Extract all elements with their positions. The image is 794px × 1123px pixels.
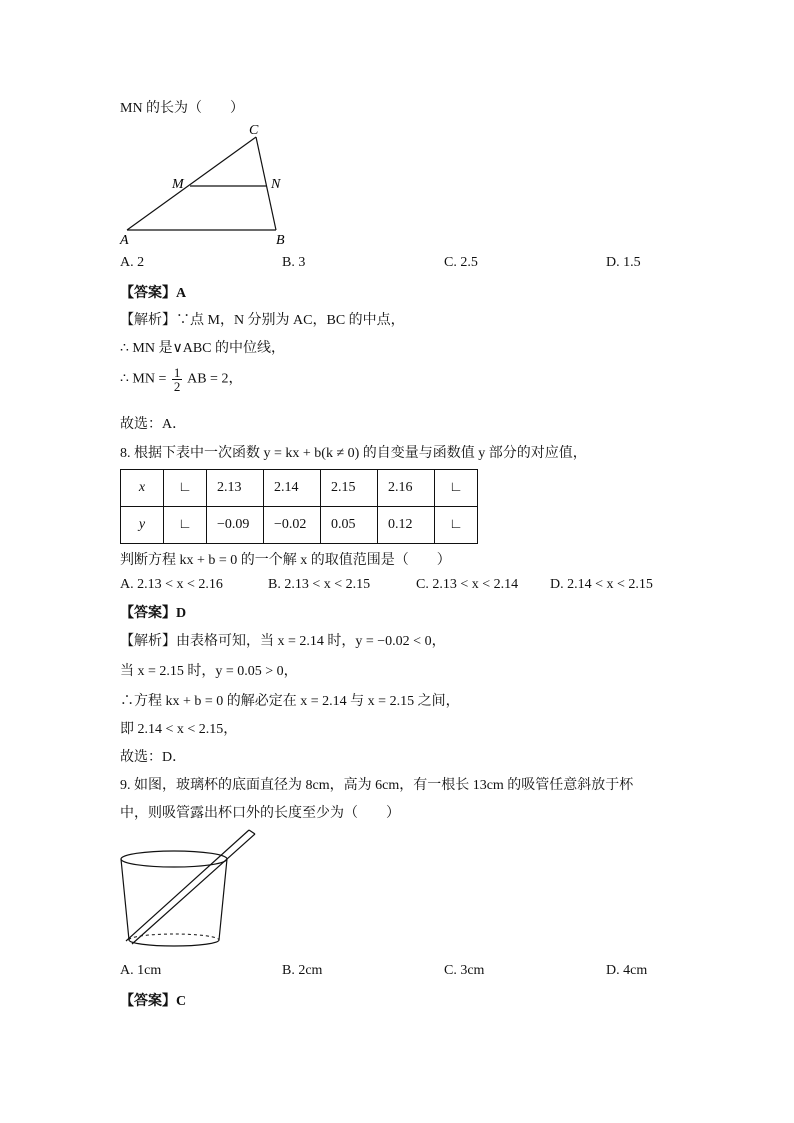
q7-stem-tail: MN 的长为（ ） <box>120 101 245 116</box>
mn-expression-right: AB = 2， <box>187 371 243 387</box>
q7-answer: 【答案】A <box>120 286 187 301</box>
q7-option-a[interactable]: A. 2 <box>120 255 145 270</box>
vertex-label-b: B <box>276 233 285 248</box>
table-cell: ∟ <box>164 507 207 544</box>
table-cell: ∟ <box>435 507 478 544</box>
value-table <box>120 469 478 544</box>
table-cell: ∟ <box>164 470 207 507</box>
q9-answer: 【答案】C <box>120 994 187 1009</box>
table-cell: 0.05 <box>321 507 378 544</box>
table-row <box>121 507 478 544</box>
q8-stem: 8. 根据下表中一次函数 y = kx + b(k ≠ 0) 的自变量与函数值 y 部分的对应值， <box>120 446 587 461</box>
q7-option-b[interactable]: B. 3 <box>282 255 306 270</box>
q8-analysis-line-4: 即 2.14 < x < 2.15， <box>120 722 238 737</box>
q8-analysis-line-1: 【解析】由表格可知，当 x = 2.14 时，y = −0.02 < 0， <box>120 634 446 649</box>
q9-option-d[interactable]: D. 4cm <box>606 963 648 978</box>
q9-stem-line-2: 中，则吸管露出杯口外的长度至少为（ ） <box>120 806 400 821</box>
q8-analysis-line-5: 故选：D． <box>120 750 187 765</box>
q8-option-b[interactable]: B. 2.13 < x < 2.15 <box>268 577 371 592</box>
table-cell: −0.09 <box>207 507 264 544</box>
fraction-denominator: 2 <box>173 379 181 394</box>
triangle-figure <box>110 118 310 252</box>
vertex-label-c: C <box>249 123 259 138</box>
q8-option-d[interactable]: D. 2.14 < x < 2.15 <box>550 577 653 592</box>
q7-option-d[interactable]: D. 1.5 <box>606 255 641 270</box>
table-row <box>121 470 478 507</box>
q7-analysis-line-4: 故选：A． <box>120 417 187 432</box>
q7-option-c[interactable]: C. 2.5 <box>444 255 478 270</box>
q9-stem-line-1: 9. 如图，玻璃杯的底面直径为 8cm，高为 6cm，有一根长 13cm 的吸管任意斜放于杯 <box>120 778 634 793</box>
fraction-numerator: 1 <box>173 365 181 380</box>
table-cell: 2.15 <box>321 470 378 507</box>
q8-analysis-line-3: ∴方程 kx + b = 0 的解必定在 x = 2.14 与 x = 2.15 之间， <box>120 694 460 709</box>
table-cell: x <box>121 470 164 507</box>
mn-expression-left: ∴ MN = <box>120 371 167 387</box>
vertex-label-m: M <box>172 177 184 192</box>
q7-analysis-line-3 <box>120 366 242 393</box>
q8-option-a[interactable]: A. 2.13 < x < 2.16 <box>120 577 223 592</box>
q7-analysis-line-2: ∴ MN 是∨ABC 的中位线， <box>120 341 285 356</box>
q8-option-c[interactable]: C. 2.13 < x < 2.14 <box>416 577 519 592</box>
vertex-label-a: A <box>120 233 129 248</box>
fraction-one-half <box>172 366 183 393</box>
table-cell: 2.14 <box>264 470 321 507</box>
table-cell: 2.16 <box>378 470 435 507</box>
vertex-label-n: N <box>271 177 281 192</box>
q8-answer: 【答案】D <box>120 606 187 621</box>
table-cell: ∟ <box>435 470 478 507</box>
table-cell: −0.02 <box>264 507 321 544</box>
table-cell: 0.12 <box>378 507 435 544</box>
table-cell: y <box>121 507 164 544</box>
q9-option-c[interactable]: C. 3cm <box>444 963 485 978</box>
q9-option-b[interactable]: B. 2cm <box>282 963 323 978</box>
q7-analysis-line-1: 【解析】∵点 M，N 分别为 AC，BC 的中点， <box>120 313 405 328</box>
glass-with-straw-figure <box>112 822 262 956</box>
q8-question: 判断方程 kx + b = 0 的一个解 x 的取值范围是（ ） <box>120 553 451 568</box>
q9-option-a[interactable]: A. 1cm <box>120 963 162 978</box>
table-cell: 2.13 <box>207 470 264 507</box>
q8-analysis-line-2: 当 x = 2.15 时，y = 0.05 > 0， <box>120 664 298 679</box>
